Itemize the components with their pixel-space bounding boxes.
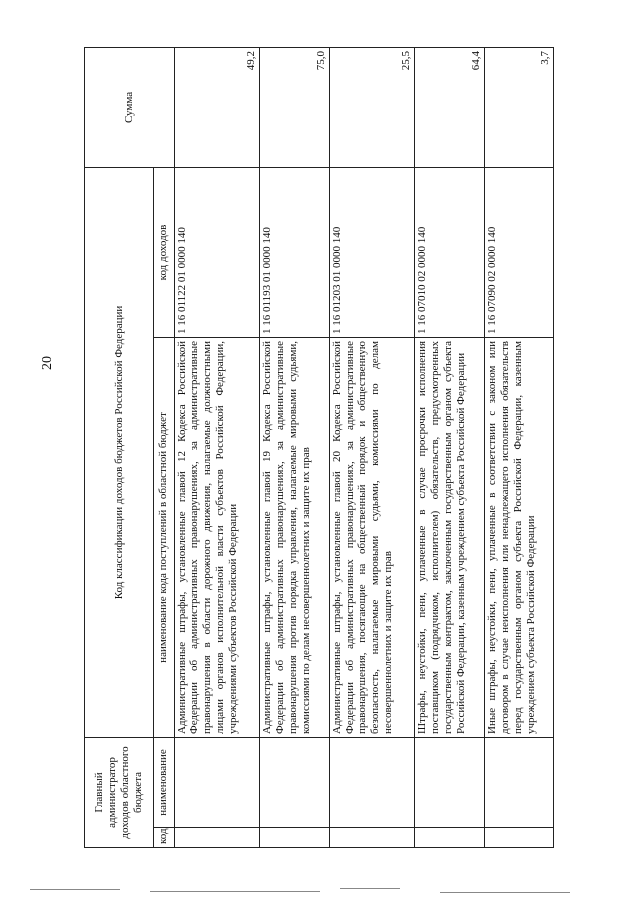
income-name-header: наименование кода поступлений в областной бюджет bbox=[154, 337, 174, 737]
row-income-code: 1 16 07010 02 0000 140 bbox=[415, 167, 484, 337]
row-income-code: 1 16 01203 01 0000 140 bbox=[329, 167, 415, 337]
page-number: 20 bbox=[40, 356, 55, 370]
admin-header: Главный администратор доходов областного бюджета bbox=[85, 737, 154, 847]
table-row bbox=[329, 47, 415, 847]
row-description: Штрафы, неустойки, пени, уплаченные в случае просрочки исполнения поставщиком (подрядчиком, исполнителем) обязательств, предусмотренных государственным контрактом, заключенным государственным органом субъекта Российской Федерации, казенным учреждением субъекта Российской Федерации bbox=[415, 337, 484, 737]
income-code-header: код доходов bbox=[154, 167, 174, 337]
row-admin-code bbox=[174, 828, 260, 848]
row-description: Административные штрафы, установленные главой 20 Кодекса Российской Федерации об административных правонарушениях, за административные правонарушения, посягающие на общественный порядок и общественную безопасность, налагаемые мировыми судьями, комиссиями по делам несовершеннолетних и защите их прав bbox=[329, 337, 415, 737]
row-admin-name bbox=[329, 737, 415, 827]
admin-name-header: наименование bbox=[154, 737, 174, 827]
row-admin-name bbox=[260, 737, 329, 827]
scan-line bbox=[30, 889, 120, 890]
scan-line bbox=[150, 891, 320, 892]
row-admin-name bbox=[415, 737, 484, 827]
row-income-code: 1 16 01122 01 0000 140 bbox=[174, 167, 260, 337]
row-description: Административные штрафы, установленные главой 19 Кодекса Российской Федерации об административных правонарушениях, за административные правонарушения против порядка управления, налагаемые мировыми судьями, комиссиями по делам несовершеннолетних и защите их прав bbox=[260, 337, 329, 737]
row-income-code: 1 16 01193 01 0000 140 bbox=[260, 167, 329, 337]
row-sum: 25,5 bbox=[329, 47, 415, 167]
row-income-code: 1 16 07090 02 0000 140 bbox=[484, 167, 553, 337]
row-sum: 75,0 bbox=[260, 47, 329, 167]
row-sum: 64,4 bbox=[415, 47, 484, 167]
admin-code-header: код bbox=[154, 828, 174, 848]
row-description: Административные штрафы, установленные главой 12 Кодекса Российской Федерации об административных правонарушениях, за административные правонарушения в области дорожного движения, налагаемые должностными лицами органов исполнительной власти субъектов Российской Федерации, учреждениями субъектов Российской Федерации bbox=[174, 337, 260, 737]
scan-line bbox=[440, 892, 570, 893]
classification-header: Код классификации доходов бюджетов Российской Федерации bbox=[85, 167, 154, 737]
table-row bbox=[415, 47, 484, 847]
row-admin-code bbox=[329, 828, 415, 848]
row-admin-name bbox=[484, 737, 553, 827]
header-row-2 bbox=[154, 47, 174, 847]
table-row bbox=[260, 47, 329, 847]
scan-line bbox=[340, 888, 400, 889]
income-classification-table bbox=[84, 47, 554, 848]
table-row bbox=[484, 47, 553, 847]
header-row-1 bbox=[85, 47, 154, 847]
scan-artifact-lines bbox=[0, 885, 640, 899]
rotated-table-container bbox=[84, 48, 554, 848]
row-sum: 3,7 bbox=[484, 47, 553, 167]
row-admin-code bbox=[415, 828, 484, 848]
row-admin-name bbox=[174, 737, 260, 827]
row-description: Иные штрафы, неустойки, пени, уплаченные в соответствии с законом или договором в случае неисполнения или ненадлежащего исполнения обязательств перед государственным органом субъекта Российской Федерации, казенным учреждением субъекта Российской Федерации bbox=[484, 337, 553, 737]
row-admin-code bbox=[484, 828, 553, 848]
row-admin-code bbox=[260, 828, 329, 848]
sum-header: Сумма bbox=[85, 47, 175, 167]
table-row bbox=[174, 47, 260, 847]
row-sum: 49,2 bbox=[174, 47, 260, 167]
